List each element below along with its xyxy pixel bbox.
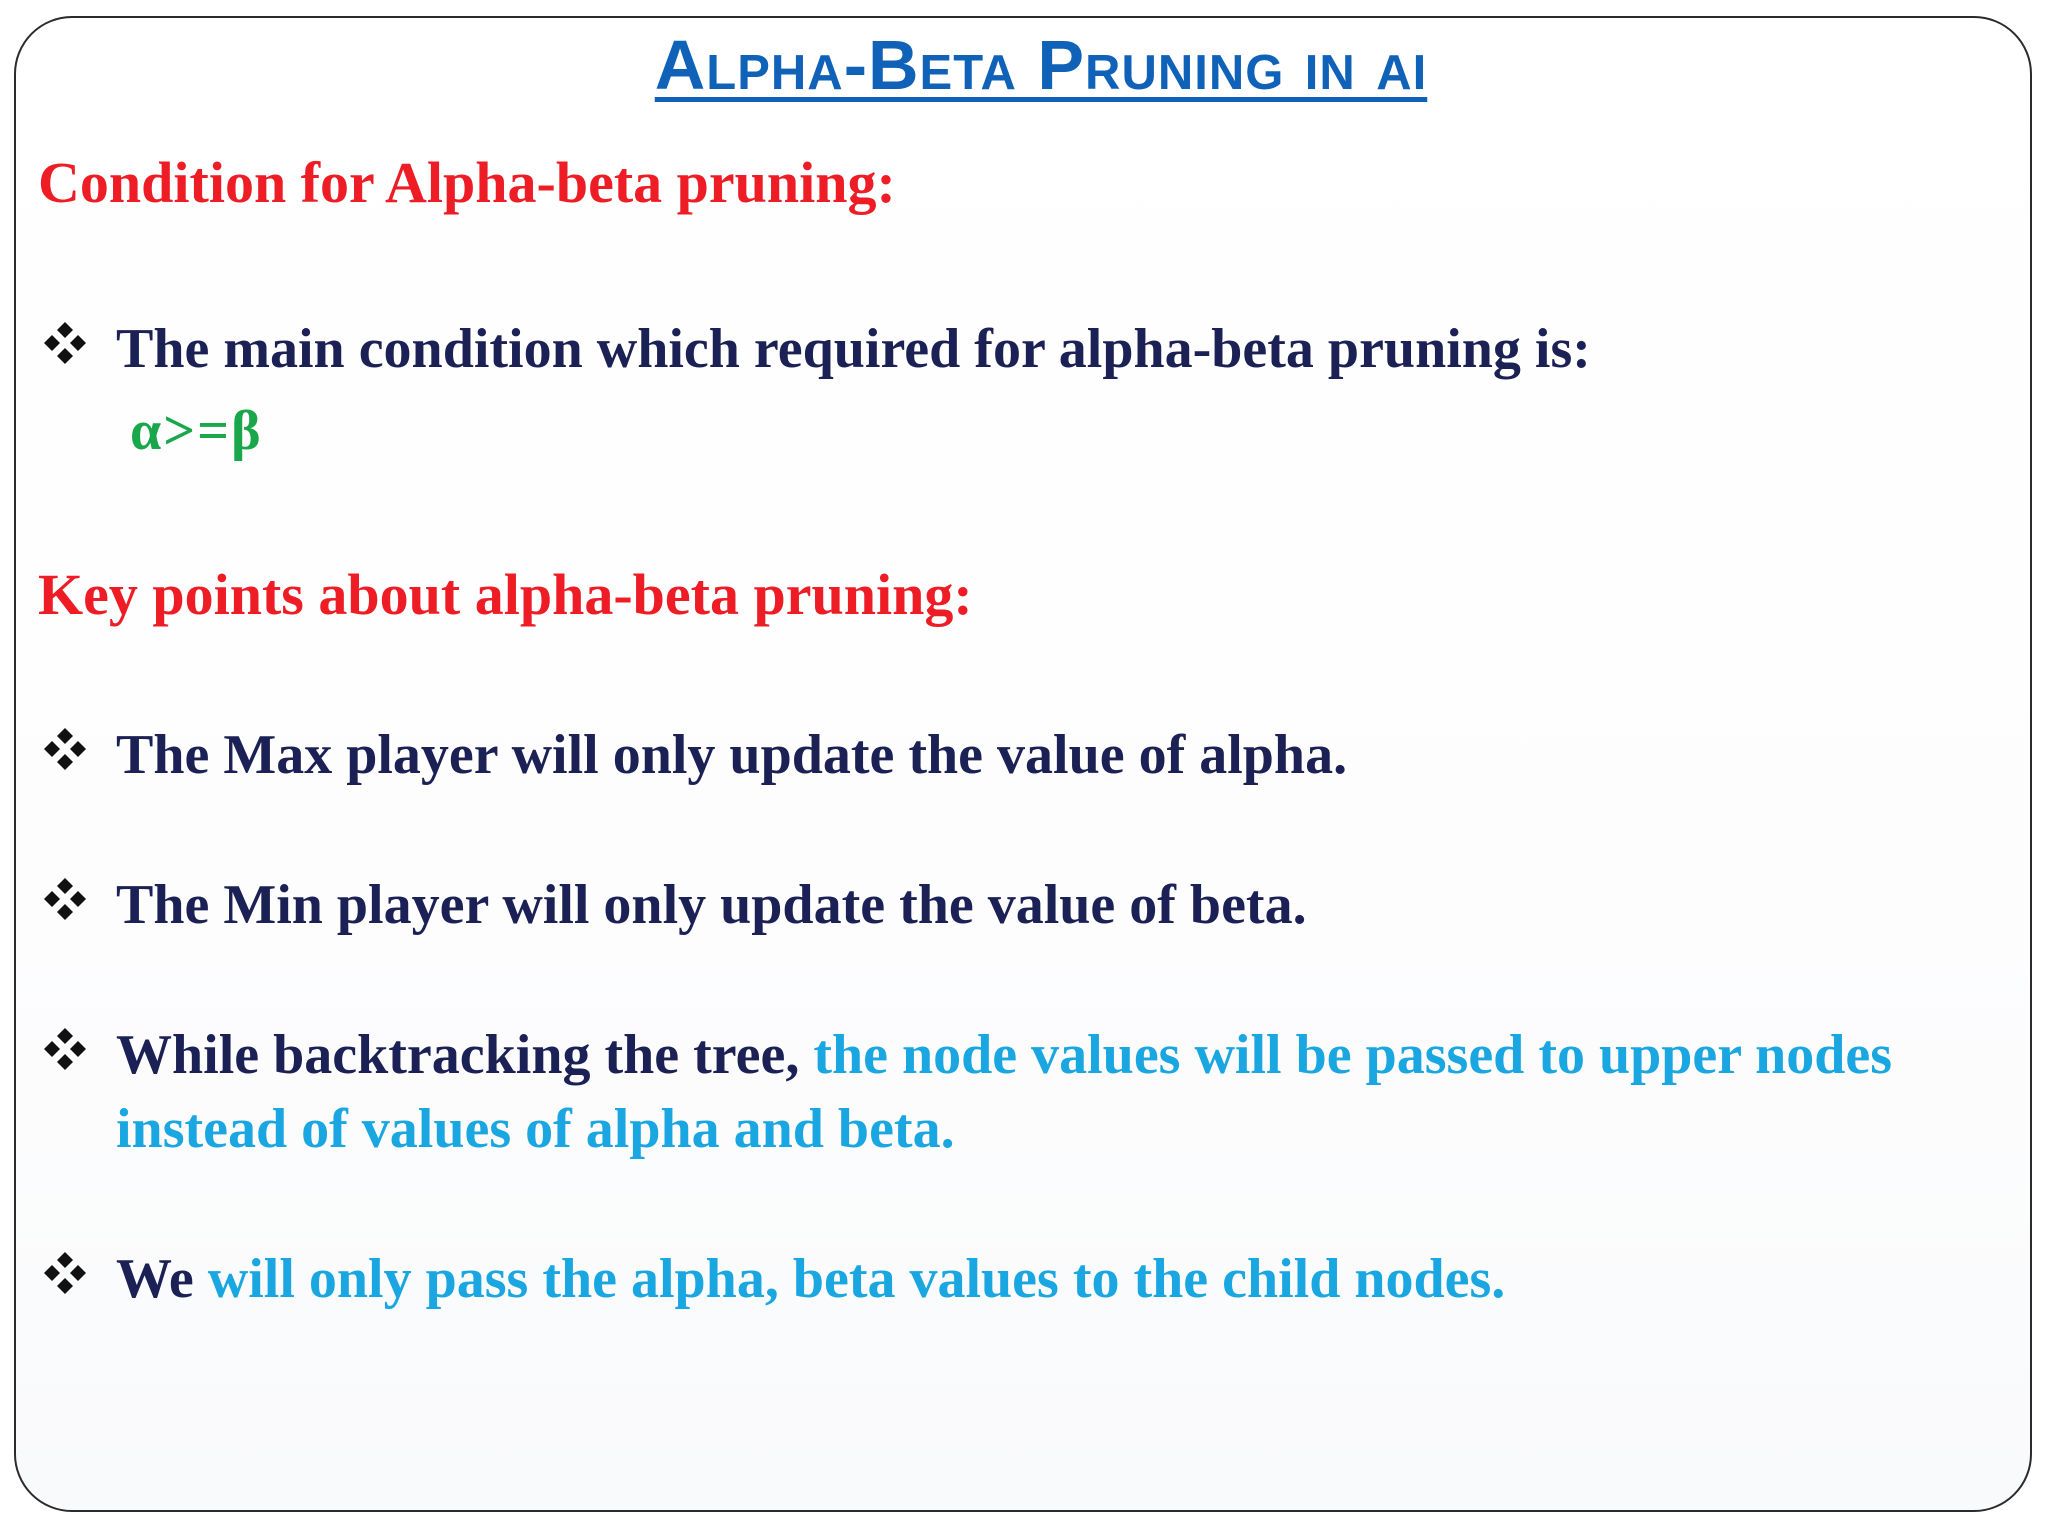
bullet-pass-values-text [116,1242,1505,1316]
diamond-bullet-icon [42,726,88,772]
bullet-min-player [42,868,1307,942]
keypoints-heading: Key points about alpha-beta pruning: [38,562,973,627]
slide-title: Alpha-Beta Pruning in ai [654,26,1428,104]
bullet-min-player-text: The Min player will only update the value of beta. [116,874,1307,936]
diamond-bullet-icon [42,1026,88,1072]
condition-bullet [42,312,1591,386]
condition-bullet-text: The main condition which required for alpha-beta pruning is: [116,318,1591,380]
backtracking-highlight-continued: instead of values of alpha and beta. [116,1098,955,1160]
pass-dark-text: We [116,1248,208,1310]
bullet-backtracking-text [116,1018,1892,1092]
backtracking-highlight-text: the node values will be passed to upper nodes [813,1024,1893,1086]
bullet-max-player [42,718,1347,792]
diamond-bullet-icon [42,1250,88,1296]
diamond-bullet-icon [42,320,88,366]
diamond-bullet-icon [42,876,88,922]
backtracking-dark-text: While backtracking the tree, [116,1024,814,1086]
alpha-beta-condition-formula: α>=β [130,400,263,462]
condition-heading: Condition for Alpha-beta pruning: [38,150,896,215]
bullet-backtracking [42,1018,1892,1166]
bullet-pass-values [42,1242,1505,1316]
pass-highlight-text: will only pass the alpha, beta values to the child nodes. [207,1248,1506,1310]
bullet-max-player-text: The Max player will only update the value of alpha. [116,724,1348,786]
